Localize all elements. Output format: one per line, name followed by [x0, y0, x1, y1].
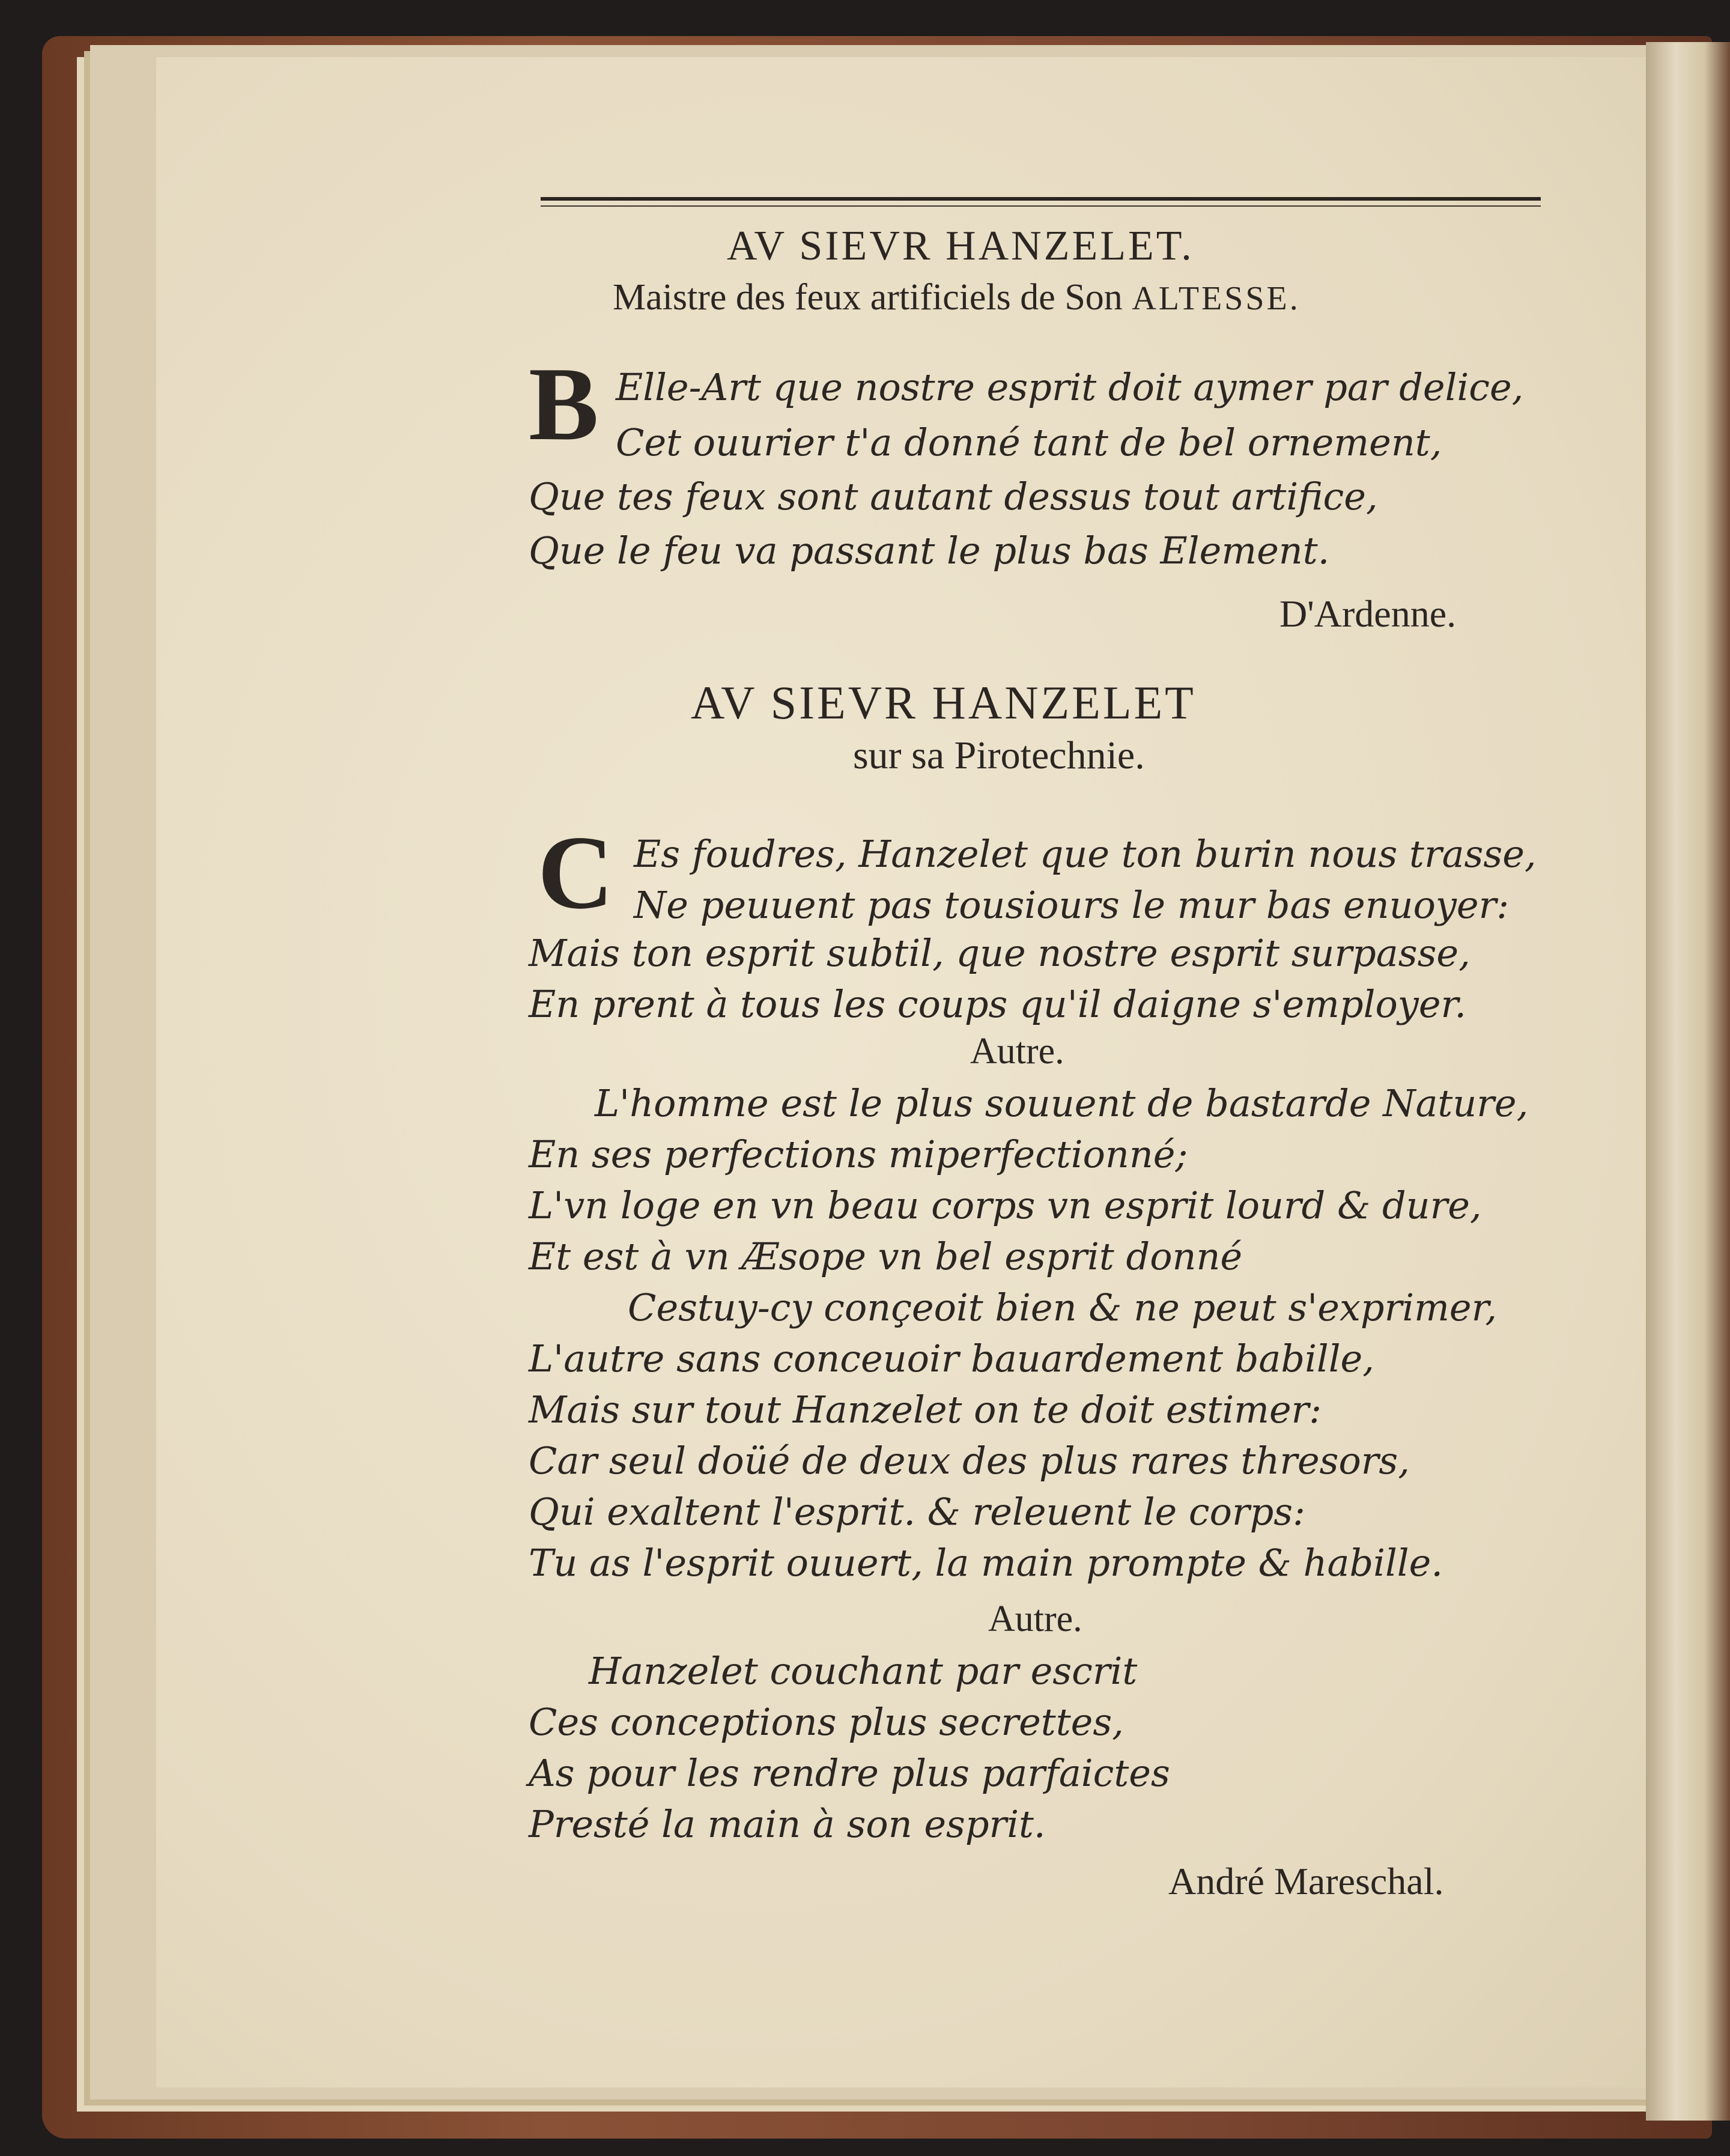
section1-line-4: Que le feu va passant le plus bas Element. [529, 529, 1330, 572]
section1-subtitle [613, 276, 1301, 319]
autre1-line-10: Tu as l'esprit ouuert, la main prompte & habille. [529, 1541, 1443, 1585]
section2-line-1: Es foudres, Hanzelet que ton burin nous trasse, [634, 832, 1537, 876]
section2-dropcap: C [538, 814, 614, 931]
autre1-line-1: L'homme est le plus souuent de bastarde Nature, [595, 1081, 1529, 1125]
autre2-line-2: Ces conceptions plus secrettes, [529, 1700, 1124, 1744]
section1-subtitle-caps: ALTESSE. [1132, 280, 1301, 317]
section2-line-2: Ne peuuent pas tousiours le mur bas enuoyer: [634, 883, 1510, 927]
autre2-line-3: As pour les rendre plus parfaictes [529, 1751, 1170, 1795]
section2-subtitle: sur sa Pirotechnie. [853, 733, 1145, 777]
autre2-signature: André Mareschal. [1168, 1860, 1444, 1902]
section2-line-4: En prent à tous les coups qu'il daigne s'employer. [529, 982, 1467, 1026]
section1-line-3: Que tes feux sont autant dessus tout artifice, [529, 475, 1378, 518]
section2-line-3: Mais ton esprit subtil, que nostre esprit surpasse, [529, 931, 1470, 975]
autre1-line-3: L'vn loge en vn beau corps vn esprit lourd & dure, [529, 1183, 1482, 1227]
section1-line-1: Elle-Art que nostre esprit doit aymer par delice, [616, 365, 1524, 409]
page-gutter [1646, 42, 1730, 2121]
autre1-line-4: Et est à vn Æsope vn bel esprit donné [529, 1234, 1243, 1278]
autre2-heading: Autre. [988, 1599, 1082, 1639]
autre2-line-1: Hanzelet couchant par escrit [589, 1649, 1138, 1693]
section1-title: AV SIEVR HANZELET. [727, 223, 1194, 269]
section2-title: AV SIEVR HANZELET [691, 676, 1196, 729]
section1-dropcap: B [529, 345, 599, 462]
header-rule [541, 197, 1541, 201]
autre1-line-7: Mais sur tout Hanzelet on te doit estimer: [529, 1388, 1322, 1432]
section1-subtitle-main: Maistre des feux artificiels de Son [613, 277, 1132, 318]
autre1-line-5: Cestuy-cy conçeoit bien & ne peut s'exprimer, [628, 1286, 1498, 1329]
section1-signature: D'Ardenne. [1279, 592, 1457, 635]
autre1-line-6: L'autre sans conceuoir bauardement babille, [529, 1337, 1374, 1380]
autre1-heading: Autre. [970, 1031, 1064, 1072]
autre1-line-2: En ses perfections miperfectionné; [529, 1132, 1188, 1176]
autre1-line-9: Qui exaltent l'esprit. & releuent le corps: [529, 1490, 1306, 1534]
autre2-line-4: Presté la main à son esprit. [529, 1802, 1046, 1846]
section1-line-2: Cet ouurier t'a donné tant de bel ornement, [616, 421, 1442, 464]
header-rule-thin [541, 205, 1541, 207]
autre1-line-8: Car seul doüé de deux des plus rares thresors, [529, 1439, 1410, 1483]
